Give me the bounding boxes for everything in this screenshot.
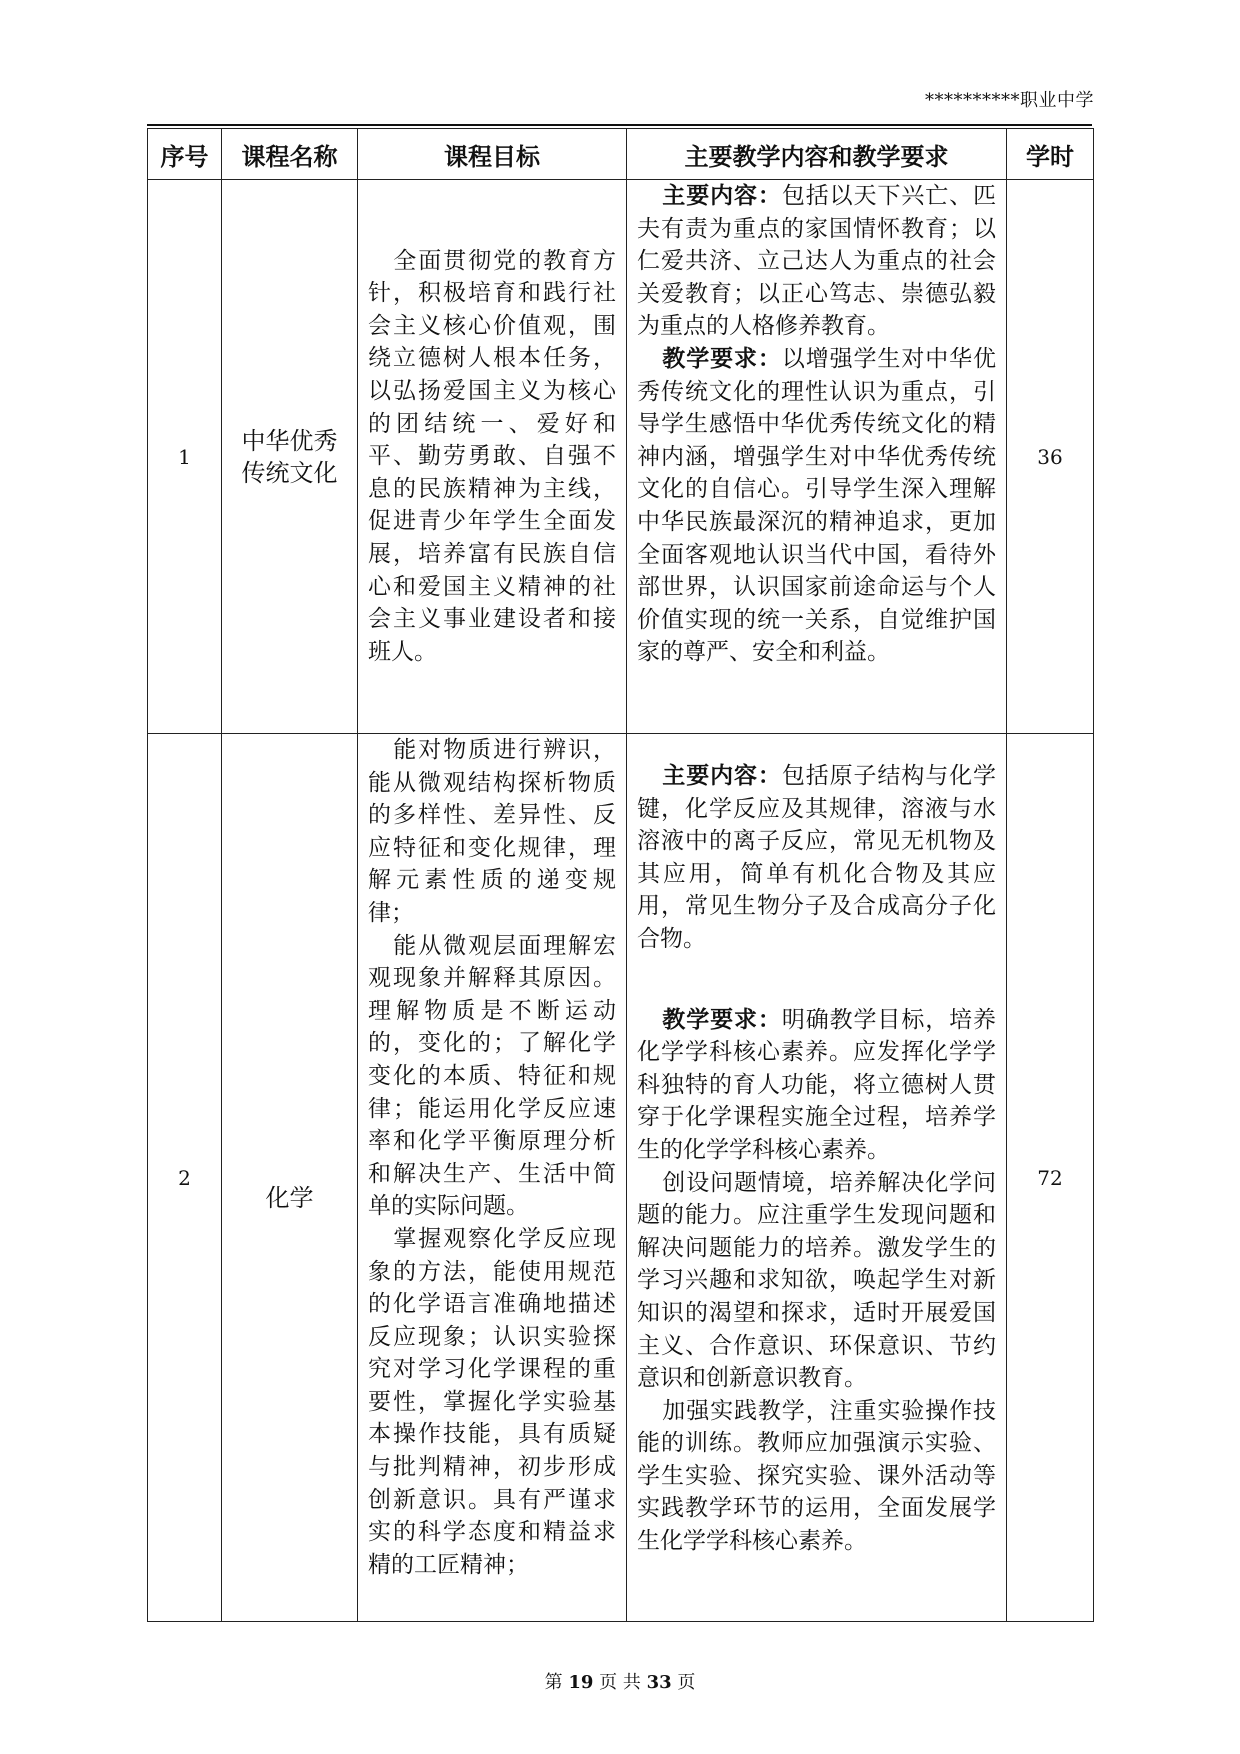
content-label: 主要内容： (662, 762, 782, 789)
content-text: 包括以天下兴亡、匹夫有责为重点的家国情怀教育；以仁爱共济、立己达人为重点的社会关爱教育；以正心笃志、崇德弘毅为重点的人格修养教育。 (637, 183, 997, 340)
page-footer (0, 1668, 1240, 1694)
row-content (627, 180, 1007, 734)
requirement-label: 教学要求： (662, 1005, 782, 1033)
goal-paragraph: 掌握观察化学反应现象的方法，能使用规范的化学语言准确地描述反应现象；认识实验探究对学习化学课程的重要性，掌握化学实验基本操作技能，具有质疑与批判精神，初步形成创新意识。具有严谨求实的科学态度和精益求精的工匠精神； (368, 1225, 616, 1578)
header-content-requirements: 主要教学内容和教学要求 (627, 129, 1007, 180)
requirement-label: 教学要求： (662, 344, 782, 372)
course-table (147, 128, 1094, 1622)
header-rule (147, 124, 1092, 126)
table-header-row (148, 129, 1094, 180)
row-content (627, 734, 1007, 1622)
row-course-goal (358, 180, 627, 734)
header-hours: 学时 (1007, 129, 1094, 180)
footer-total-pages: 33 (646, 1672, 672, 1693)
requirement-text: 以增强学生对中华优秀传统文化的理性认识为重点，引导学生感悟中华优秀传统文化的精神内涵，增强学生对中华优秀传统文化的自信心。引导学生深入理解中华民族最深沉的精神追求，更加全面客观地认识当代中国，看待外部世界，认识国家前途命运与个人价值实现的统一关系，自觉维护国家的尊严、安全和利益。 (637, 345, 997, 666)
requirement-paragraph: 创设问题情境，培养解决化学问题的能力。应注重学生发现问题和解决问题能力的培养。激发学生的学习兴趣和求知欲，唤起学生对新知识的渴望和探求，适时开展爱国主义、合作意识、环保意识、节约意识和创新意识教育。 (637, 1169, 996, 1392)
requirement-text: 明确教学目标，培养化学学科核心素养。应发挥化学学科独特的育人功能，将立德树人贯穿于化学课程实施全过程，培养学生的化学学科核心素养。 (637, 1006, 997, 1163)
requirement-paragraph: 加强实践教学，注重实验操作技能的训练。教师应加强演示实验、学生实验、探究实验、课外活动等实践教学环节的运用，全面发展学生化学学科核心素养。 (637, 1397, 996, 1555)
row-num: 1 (148, 180, 222, 734)
row-hours: 36 (1007, 180, 1094, 734)
footer-middle: 页 共 (599, 1672, 641, 1693)
header-school-name: **********职业中学 (925, 90, 1094, 111)
row-hours: 72 (1007, 734, 1094, 1622)
row-num: 2 (148, 734, 222, 1622)
table-row (148, 180, 1094, 734)
row-course-name: 中华优秀传统文化 (222, 180, 358, 734)
content-text: 包括原子结构与化学键，化学反应及其规律，溶液与水溶液中的离子反应，常见无机物及其应用，简单有机化合物及其应用，常见生物分子及合成高分子化合物。 (637, 763, 997, 952)
goal-paragraph: 能从微观层面理解宏观现象并解释其原因。理解物质是不断运动的，变化的；了解化学变化的本质、特征和规律；能运用化学反应速率和化学平衡原理分析和解决生产、生活中简单的实际问题。 (368, 932, 616, 1220)
content-label: 主要内容： (662, 182, 782, 209)
header-course-name: 课程名称 (222, 129, 358, 180)
row-course-goal (358, 734, 627, 1622)
goal-paragraph: 能对物质进行辨识，能从微观结构探析物质的多样性、差异性、反应特征和变化规律，理解元素性质的递变规律； (368, 737, 616, 926)
goal-paragraph: 全面贯彻党的教育方针，积极培育和践行社会主义核心价值观，围绕立德树人根本任务，以弘扬爱国主义为核心的团结统一、爱好和平、勤劳勇敢、自强不息的民族精神为主线，促进青少年学生全面发展，培养富有民族自信心和爱国主义精神的社会主义事业建设者和接班人。 (368, 247, 616, 665)
row-course-name: 化学 (222, 734, 358, 1622)
footer-page-number: 19 (568, 1672, 594, 1693)
header-course-goal: 课程目标 (358, 129, 627, 180)
header-num: 序号 (148, 129, 222, 180)
table-row (148, 734, 1094, 1622)
footer-prefix: 第 (544, 1672, 563, 1693)
footer-suffix: 页 (677, 1672, 696, 1693)
